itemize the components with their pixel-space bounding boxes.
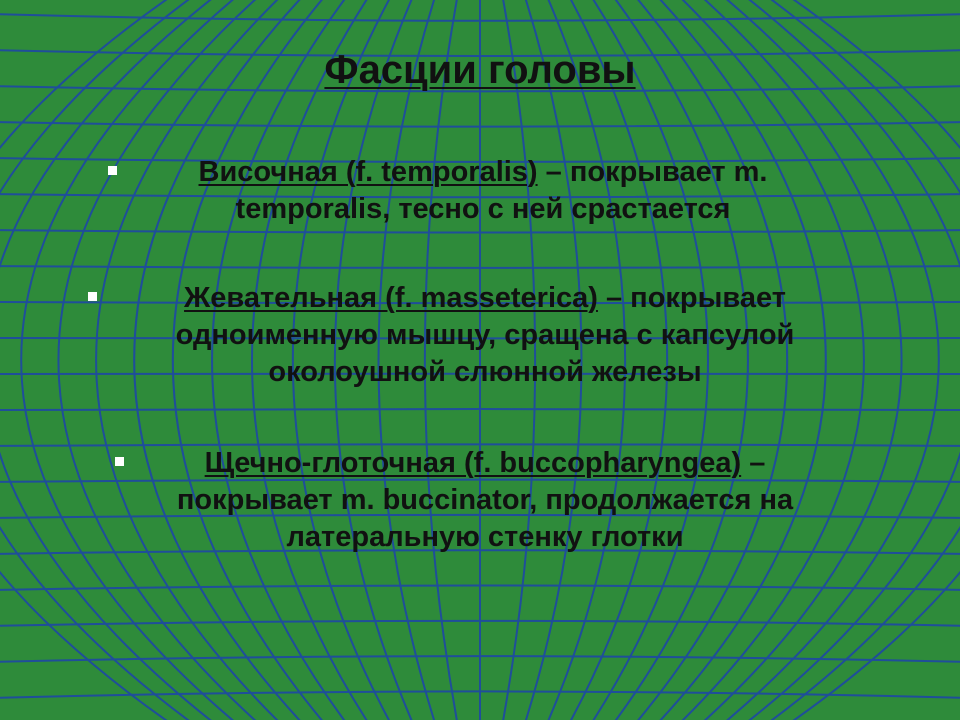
- list-item-3: [100, 445, 870, 556]
- slide-title: [0, 48, 960, 93]
- list-item-2-line-1: [100, 280, 870, 317]
- list-item-1-rest: – покрывает m.: [537, 156, 768, 188]
- list-item-1-line-1: [128, 154, 838, 191]
- list-item-3-line-2: покрывает m. buccinator, продолжается на: [176, 484, 794, 516]
- list-item-2-line-2: одноименную мышцу, сращена с капсулой: [175, 319, 795, 351]
- slide-title-text: Фасции головы: [324, 48, 636, 92]
- list-item-3-line-1: [100, 445, 870, 482]
- list-item-3-line-3: латеральную стенку глотки: [286, 521, 684, 553]
- list-item-2-rest: – покрывает: [597, 282, 786, 314]
- bullet-2: [88, 292, 97, 301]
- list-item-2-line-3: околоушной слюнной железы: [268, 356, 702, 388]
- list-item-1: [128, 154, 838, 228]
- list-item-3-rest: –: [741, 447, 766, 479]
- list-item-2: [100, 280, 870, 391]
- list-item-1-term: Височная (f. temporalis): [198, 156, 538, 188]
- list-item-1-line-2: temporalis, тесно с ней срастается: [235, 193, 731, 225]
- bullet-1: [108, 166, 117, 175]
- list-item-3-term: Щечно-глоточная (f. buccopharyngea): [204, 447, 742, 479]
- list-item-2-term: Жевательная (f. masseterica): [184, 282, 598, 314]
